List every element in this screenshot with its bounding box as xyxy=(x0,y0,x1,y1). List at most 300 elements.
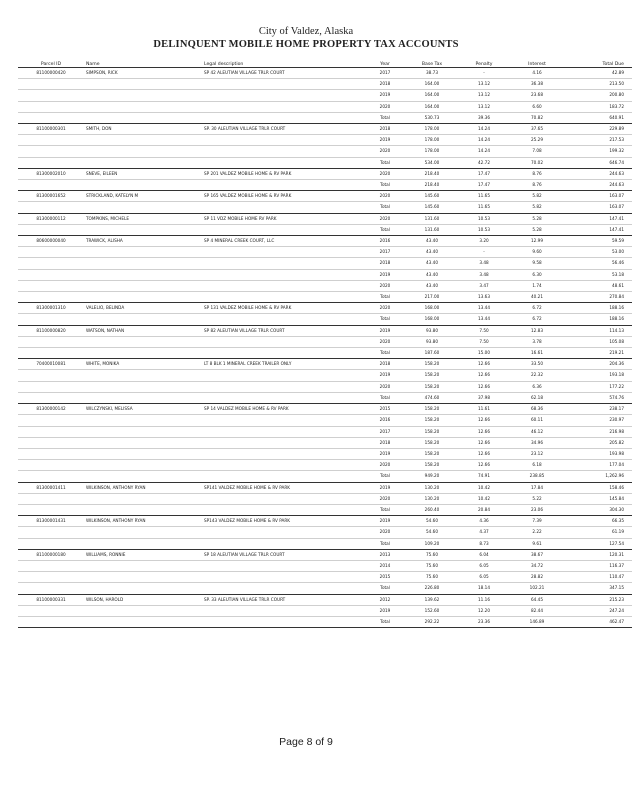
cell-interest: 9.60 xyxy=(510,247,564,258)
cell-penalty: 6.05 xyxy=(458,560,510,571)
cell-total-due: 193.18 xyxy=(564,370,632,381)
cell-interest: 6.30 xyxy=(510,269,564,280)
cell-parcel-id xyxy=(18,381,84,392)
cell-parcel-id: 81300001431 xyxy=(18,516,84,527)
cell-base-tax: 158.20 xyxy=(406,359,458,370)
table-row xyxy=(18,404,632,415)
cell-penalty: 4.37 xyxy=(458,527,510,538)
cell-penalty: 3.48 xyxy=(458,269,510,280)
cell-total-due: 177.04 xyxy=(564,460,632,471)
cell-year: Total xyxy=(364,504,406,515)
table-total-row xyxy=(18,504,632,515)
cell-parcel-id xyxy=(18,392,84,403)
table-row xyxy=(18,527,632,538)
cell-year: 2019 xyxy=(364,90,406,101)
cell-parcel-id xyxy=(18,527,84,538)
cell-parcel-id: 81300002010 xyxy=(18,168,84,179)
cell-parcel-id xyxy=(18,348,84,359)
cell-penalty: 39.36 xyxy=(458,112,510,123)
cell-base-tax: 158.20 xyxy=(406,381,458,392)
cell-total-due: 127.54 xyxy=(564,538,632,549)
cell-total-due: 163.07 xyxy=(564,202,632,213)
cell-parcel-id xyxy=(18,157,84,168)
cell-penalty: 3.20 xyxy=(458,236,510,247)
cell-year: 2019 xyxy=(364,516,406,527)
cell-base-tax: 158.20 xyxy=(406,370,458,381)
cell-parcel-id xyxy=(18,258,84,269)
cell-interest: 2.22 xyxy=(510,527,564,538)
cell-interest: 33.50 xyxy=(510,359,564,370)
cell-base-tax: 534.00 xyxy=(406,157,458,168)
cell-name xyxy=(84,493,202,504)
cell-base-tax: 93.80 xyxy=(406,336,458,347)
delinquent-accounts-table xyxy=(18,56,632,628)
cell-penalty: 17.47 xyxy=(458,180,510,191)
cell-base-tax: 158.20 xyxy=(406,460,458,471)
cell-penalty: 13.12 xyxy=(458,79,510,90)
cell-legal-description xyxy=(202,90,364,101)
cell-total-due: 244.63 xyxy=(564,168,632,179)
cell-total-due: 646.74 xyxy=(564,157,632,168)
cell-year: 2017 xyxy=(364,68,406,79)
cell-total-due: 215.23 xyxy=(564,594,632,605)
cell-total-due: 640.91 xyxy=(564,112,632,123)
table-total-row xyxy=(18,616,632,627)
cell-base-tax: 178.00 xyxy=(406,135,458,146)
table-total-row xyxy=(18,538,632,549)
cell-parcel-id xyxy=(18,605,84,616)
cell-year: 2018 xyxy=(364,359,406,370)
cell-year: Total xyxy=(364,348,406,359)
cell-penalty: 42.72 xyxy=(458,157,510,168)
cell-penalty: 7.50 xyxy=(458,325,510,336)
cell-name xyxy=(84,314,202,325)
cell-parcel-id xyxy=(18,460,84,471)
cell-base-tax: 530.73 xyxy=(406,112,458,123)
cell-parcel-id xyxy=(18,560,84,571)
cell-penalty: 6.05 xyxy=(458,572,510,583)
cell-legal-description: SP. 33 ALEUTIAN VILLAGE TRLR COURT xyxy=(202,594,364,605)
table-total-row xyxy=(18,112,632,123)
cell-base-tax: 158.20 xyxy=(406,448,458,459)
cell-total-due: 199.32 xyxy=(564,146,632,157)
table-total-row xyxy=(18,392,632,403)
col-year: Year xyxy=(364,56,406,68)
cell-name xyxy=(84,381,202,392)
cell-year: 2018 xyxy=(364,79,406,90)
cell-year: Total xyxy=(364,471,406,482)
cell-name xyxy=(84,460,202,471)
table-total-row xyxy=(18,583,632,594)
cell-name xyxy=(84,560,202,571)
cell-name xyxy=(84,448,202,459)
cell-total-due: 1,262.96 xyxy=(564,471,632,482)
cell-base-tax: 218.40 xyxy=(406,180,458,191)
table-row xyxy=(18,482,632,493)
cell-total-due: 205.82 xyxy=(564,437,632,448)
cell-year: 2019 xyxy=(364,269,406,280)
cell-legal-description xyxy=(202,471,364,482)
cell-penalty: 11.65 xyxy=(458,202,510,213)
cell-name xyxy=(84,583,202,594)
cell-parcel-id xyxy=(18,224,84,235)
table-total-row xyxy=(18,292,632,303)
cell-name: WHITE, MONIKA xyxy=(84,359,202,370)
cell-total-due: 147.41 xyxy=(564,224,632,235)
cell-name xyxy=(84,101,202,112)
cell-penalty: 74.91 xyxy=(458,471,510,482)
cell-legal-description xyxy=(202,583,364,594)
cell-interest: 6.72 xyxy=(510,314,564,325)
cell-interest: 37.65 xyxy=(510,124,564,135)
table-total-row xyxy=(18,202,632,213)
table-row xyxy=(18,370,632,381)
cell-legal-description xyxy=(202,101,364,112)
cell-base-tax: 43.40 xyxy=(406,236,458,247)
cell-total-due: 145.84 xyxy=(564,493,632,504)
cell-interest: 46.12 xyxy=(510,426,564,437)
cell-interest: 23.06 xyxy=(510,504,564,515)
table-row xyxy=(18,336,632,347)
cell-legal-description xyxy=(202,572,364,583)
cell-total-due: 56.46 xyxy=(564,258,632,269)
cell-parcel-id xyxy=(18,471,84,482)
cell-penalty: 12.66 xyxy=(458,460,510,471)
table-row xyxy=(18,460,632,471)
cell-base-tax: 43.40 xyxy=(406,247,458,258)
cell-base-tax: 75.60 xyxy=(406,572,458,583)
cell-name xyxy=(84,202,202,213)
report-title: DELINQUENT MOBILE HOME PROPERTY TAX ACCOUNTS xyxy=(153,39,459,50)
cell-interest: 62.18 xyxy=(510,392,564,403)
cell-year: 2020 xyxy=(364,527,406,538)
cell-year: 2020 xyxy=(364,493,406,504)
col-base-tax: Base Tax xyxy=(406,56,458,68)
cell-name xyxy=(84,336,202,347)
cell-interest: 6.72 xyxy=(510,303,564,314)
cell-penalty: 7.50 xyxy=(458,336,510,347)
table-row xyxy=(18,124,632,135)
cell-base-tax: 75.60 xyxy=(406,560,458,571)
cell-legal-description xyxy=(202,426,364,437)
cell-penalty: 18.14 xyxy=(458,583,510,594)
cell-interest: 6.60 xyxy=(510,101,564,112)
cell-total-due: 59.59 xyxy=(564,236,632,247)
cell-name: TOMPKINS, MICHELE xyxy=(84,213,202,224)
cell-legal-description: SP 131 VALDEZ MOBILE HOME & RV PARK xyxy=(202,303,364,314)
cell-year: 2016 xyxy=(364,415,406,426)
cell-year: 2020 xyxy=(364,168,406,179)
cell-total-due: 574.76 xyxy=(564,392,632,403)
cell-base-tax: 43.40 xyxy=(406,280,458,291)
cell-interest: 238.85 xyxy=(510,471,564,482)
col-parcel-id: Parcel ID xyxy=(18,56,84,68)
cell-penalty: 6.04 xyxy=(458,549,510,560)
cell-base-tax: 168.00 xyxy=(406,303,458,314)
cell-penalty: 13.44 xyxy=(458,303,510,314)
cell-legal-description xyxy=(202,527,364,538)
cell-interest: 3.78 xyxy=(510,336,564,347)
cell-total-due: 462.47 xyxy=(564,616,632,627)
cell-base-tax: 43.40 xyxy=(406,258,458,269)
cell-parcel-id xyxy=(18,370,84,381)
cell-legal-description: SP 4 MINERAL CREEK COURT, LLC xyxy=(202,236,364,247)
cell-legal-description xyxy=(202,605,364,616)
cell-penalty: 11.16 xyxy=(458,594,510,605)
cell-legal-description xyxy=(202,370,364,381)
cell-parcel-id xyxy=(18,280,84,291)
cell-base-tax: 152.60 xyxy=(406,605,458,616)
cell-year: 2018 xyxy=(364,124,406,135)
cell-interest: 82.44 xyxy=(510,605,564,616)
cell-penalty: 12.66 xyxy=(458,437,510,448)
cell-parcel-id: 81100000180 xyxy=(18,549,84,560)
cell-parcel-id xyxy=(18,112,84,123)
cell-year: Total xyxy=(364,292,406,303)
table-row xyxy=(18,280,632,291)
cell-year: 2020 xyxy=(364,381,406,392)
cell-base-tax: 130.20 xyxy=(406,482,458,493)
cell-year: 2020 xyxy=(364,460,406,471)
cell-base-tax: 130.20 xyxy=(406,493,458,504)
cell-year: 2019 xyxy=(364,370,406,381)
cell-parcel-id: 81300001652 xyxy=(18,191,84,202)
cell-name xyxy=(84,370,202,381)
cell-year: Total xyxy=(364,538,406,549)
cell-penalty: 13.63 xyxy=(458,292,510,303)
cell-interest: 28.82 xyxy=(510,572,564,583)
cell-year: Total xyxy=(364,112,406,123)
cell-name xyxy=(84,504,202,515)
cell-year: 2012 xyxy=(364,594,406,605)
cell-legal-description xyxy=(202,146,364,157)
cell-interest: 9.61 xyxy=(510,538,564,549)
cell-year: 2019 xyxy=(364,135,406,146)
cell-total-due: 105.08 xyxy=(564,336,632,347)
cell-parcel-id xyxy=(18,538,84,549)
table-row xyxy=(18,426,632,437)
table-row xyxy=(18,560,632,571)
cell-penalty: 3.48 xyxy=(458,258,510,269)
cell-year: Total xyxy=(364,224,406,235)
cell-legal-description xyxy=(202,538,364,549)
cell-parcel-id: 81100000301 xyxy=(18,124,84,135)
table-total-row xyxy=(18,471,632,482)
cell-total-due: 48.61 xyxy=(564,280,632,291)
cell-penalty: 14.24 xyxy=(458,124,510,135)
table-row xyxy=(18,572,632,583)
cell-legal-description: SP141 VALDEZ MOBILE HOME & RV PARK xyxy=(202,482,364,493)
cell-base-tax: 178.00 xyxy=(406,124,458,135)
city-name: City of Valdez, Alaska xyxy=(258,26,354,37)
cell-parcel-id: 70400010081 xyxy=(18,359,84,370)
cell-name: WILLIAMS, RONNIE xyxy=(84,549,202,560)
cell-total-due: 61.19 xyxy=(564,527,632,538)
cell-parcel-id xyxy=(18,448,84,459)
table-row xyxy=(18,258,632,269)
cell-parcel-id: 81100000820 xyxy=(18,325,84,336)
cell-legal-description: SP 201 VALDEZ MOBILE HOME & RV PARK xyxy=(202,168,364,179)
cell-legal-description xyxy=(202,560,364,571)
cell-year: 2019 xyxy=(364,325,406,336)
cell-interest: 60.11 xyxy=(510,415,564,426)
cell-penalty: 12.66 xyxy=(458,415,510,426)
cell-base-tax: 54.60 xyxy=(406,516,458,527)
cell-name xyxy=(84,79,202,90)
cell-base-tax: 292.22 xyxy=(406,616,458,627)
cell-base-tax: 145.60 xyxy=(406,202,458,213)
cell-base-tax: 93.80 xyxy=(406,325,458,336)
cell-base-tax: 164.00 xyxy=(406,101,458,112)
cell-parcel-id xyxy=(18,247,84,258)
cell-parcel-id xyxy=(18,493,84,504)
cell-total-due: 53.00 xyxy=(564,247,632,258)
cell-base-tax: 75.60 xyxy=(406,549,458,560)
cell-total-due: 304.30 xyxy=(564,504,632,515)
cell-penalty: 12.66 xyxy=(458,448,510,459)
cell-penalty: 10.42 xyxy=(458,493,510,504)
cell-interest: 6.36 xyxy=(510,381,564,392)
cell-name xyxy=(84,135,202,146)
cell-name xyxy=(84,224,202,235)
cell-parcel-id xyxy=(18,135,84,146)
cell-total-due: 230.97 xyxy=(564,415,632,426)
cell-total-due: 200.80 xyxy=(564,90,632,101)
table-row xyxy=(18,605,632,616)
cell-interest: 5.82 xyxy=(510,191,564,202)
cell-penalty: 12.20 xyxy=(458,605,510,616)
cell-year: 2014 xyxy=(364,560,406,571)
cell-parcel-id xyxy=(18,583,84,594)
cell-base-tax: 158.20 xyxy=(406,404,458,415)
cell-legal-description xyxy=(202,157,364,168)
cell-penalty: 13.12 xyxy=(458,101,510,112)
cell-total-due: 188.16 xyxy=(564,314,632,325)
cell-penalty: 3.47 xyxy=(458,280,510,291)
cell-legal-description xyxy=(202,504,364,515)
cell-legal-description: SP143 VALDEZ MOBILE HOME & RV PARK xyxy=(202,516,364,527)
cell-name xyxy=(84,471,202,482)
cell-legal-description xyxy=(202,616,364,627)
cell-penalty: - xyxy=(458,68,510,79)
cell-base-tax: 139.62 xyxy=(406,594,458,605)
cell-total-due: 110.47 xyxy=(564,572,632,583)
table-row xyxy=(18,325,632,336)
cell-interest: 6.18 xyxy=(510,460,564,471)
table-row xyxy=(18,101,632,112)
cell-parcel-id xyxy=(18,146,84,157)
cell-interest: 64.45 xyxy=(510,594,564,605)
cell-penalty: 17.47 xyxy=(458,168,510,179)
cell-parcel-id xyxy=(18,90,84,101)
cell-base-tax: 187.60 xyxy=(406,348,458,359)
cell-parcel-id xyxy=(18,616,84,627)
table-header-row xyxy=(18,56,632,68)
cell-name: STRICKLAND, KATELYN M xyxy=(84,191,202,202)
cell-base-tax: 164.00 xyxy=(406,90,458,101)
table-row xyxy=(18,90,632,101)
cell-year: 2018 xyxy=(364,437,406,448)
cell-name: TRAWICK, ALISHA xyxy=(84,236,202,247)
cell-legal-description xyxy=(202,493,364,504)
cell-legal-description: SP 14 VALDEZ MOBILE HOME & RV PARK xyxy=(202,404,364,415)
cell-total-due: 270.84 xyxy=(564,292,632,303)
col-name: Name xyxy=(84,56,202,68)
cell-legal-description xyxy=(202,280,364,291)
cell-name: WILCZYNSKI, MELISSA xyxy=(84,404,202,415)
table-row xyxy=(18,213,632,224)
cell-legal-description xyxy=(202,202,364,213)
cell-parcel-id: 81300000142 xyxy=(18,404,84,415)
table-total-row xyxy=(18,348,632,359)
cell-base-tax: 260.40 xyxy=(406,504,458,515)
table-row xyxy=(18,79,632,90)
cell-legal-description: LT 8 BLK 1 MINERAL CREEK TRAILER ONLY xyxy=(202,359,364,370)
cell-interest: 22.32 xyxy=(510,370,564,381)
cell-total-due: 53.18 xyxy=(564,269,632,280)
table-body xyxy=(18,68,632,628)
cell-name xyxy=(84,527,202,538)
cell-legal-description xyxy=(202,437,364,448)
cell-interest: 5.28 xyxy=(510,224,564,235)
cell-year: 2019 xyxy=(364,605,406,616)
cell-year: 2015 xyxy=(364,572,406,583)
cell-name xyxy=(84,415,202,426)
col-interest: Interest xyxy=(510,56,564,68)
cell-legal-description xyxy=(202,180,364,191)
cell-interest: 25.29 xyxy=(510,135,564,146)
cell-legal-description xyxy=(202,448,364,459)
cell-parcel-id xyxy=(18,336,84,347)
cell-parcel-id xyxy=(18,437,84,448)
cell-total-due: 116.37 xyxy=(564,560,632,571)
cell-total-due: 217.53 xyxy=(564,135,632,146)
cell-year: 2020 xyxy=(364,303,406,314)
cell-penalty: 12.66 xyxy=(458,381,510,392)
cell-base-tax: 145.60 xyxy=(406,191,458,202)
cell-interest: 9.58 xyxy=(510,258,564,269)
cell-interest: 146.89 xyxy=(510,616,564,627)
cell-total-due: 66.35 xyxy=(564,516,632,527)
cell-total-due: 163.07 xyxy=(564,191,632,202)
cell-parcel-id xyxy=(18,572,84,583)
cell-parcel-id xyxy=(18,79,84,90)
cell-legal-description xyxy=(202,314,364,325)
cell-base-tax: 158.20 xyxy=(406,437,458,448)
cell-parcel-id xyxy=(18,101,84,112)
cell-base-tax: 158.20 xyxy=(406,415,458,426)
cell-interest: 23.68 xyxy=(510,90,564,101)
cell-legal-description xyxy=(202,392,364,403)
cell-year: Total xyxy=(364,392,406,403)
cell-name xyxy=(84,90,202,101)
cell-name xyxy=(84,112,202,123)
cell-year: 2020 xyxy=(364,280,406,291)
col-legal-description: Legal description xyxy=(202,56,364,68)
cell-penalty: 10.53 xyxy=(458,224,510,235)
cell-year: 2013 xyxy=(364,549,406,560)
cell-total-due: 188.16 xyxy=(564,303,632,314)
cell-penalty: 12.66 xyxy=(458,426,510,437)
cell-total-due: 177.22 xyxy=(564,381,632,392)
cell-total-due: 204.36 xyxy=(564,359,632,370)
cell-legal-description xyxy=(202,415,364,426)
cell-total-due: 238.17 xyxy=(564,404,632,415)
cell-base-tax: 131.60 xyxy=(406,213,458,224)
cell-base-tax: 43.40 xyxy=(406,269,458,280)
cell-legal-description xyxy=(202,292,364,303)
cell-interest: 70.82 xyxy=(510,112,564,123)
